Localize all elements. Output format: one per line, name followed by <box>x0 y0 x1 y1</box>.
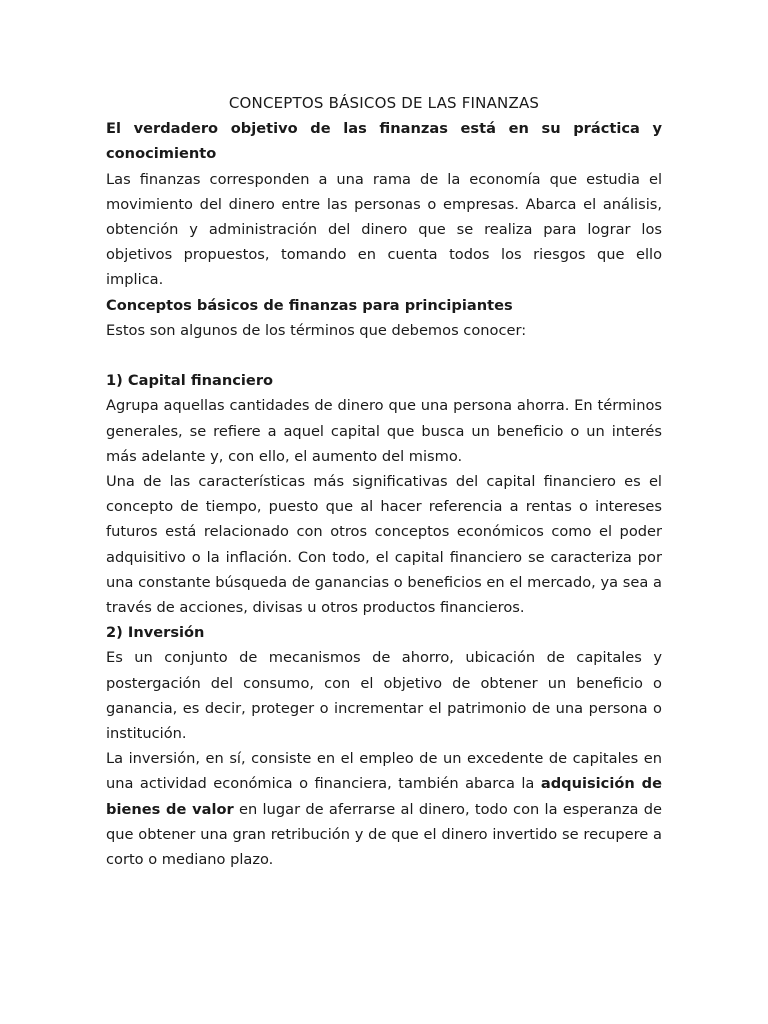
paragraph-inversion-2-before: La inversión, en sí, consiste en el empleo de un excedente de capitales en una actividad económica o financiera, también abarca la <box>106 750 662 793</box>
lead-in-text: Estos son algunos de los términos que debemos conocer: <box>106 321 527 339</box>
document-title: CONCEPTOS BÁSICOS DE LAS FINANZAS <box>228 94 540 112</box>
paragraph-inversion-2-after: en lugar de aferrarse al dinero, todo con la esperanza de que obtener una gran retribución y de que el dinero invertido se recupere a corto o mediano plazo. <box>106 800 662 869</box>
heading-inversion: 2) Inversión <box>106 624 205 642</box>
document-page <box>106 91 662 872</box>
paragraph-capital-2: Una de las características más significativas del capital financiero es el concepto de tiempo, puesto que al hacer referencia a rentas o intereses futuros está relacionado con otros conceptos económicos como el poder adquisitivo o la inflación. Con todo, el capital financiero se caracteriza por una constante búsqueda de ganancias o beneficios en el mercado, ya sea a través de acciones, divisas u otros productos financieros. <box>106 473 662 617</box>
document-subtitle: El verdadero objetivo de las finanzas está en su práctica y conocimiento <box>106 120 662 163</box>
section-subheading: Conceptos básicos de finanzas para principiantes <box>106 296 513 314</box>
paragraph-inversion-1: Es un conjunto de mecanismos de ahorro, ubicación de capitales y postergación del consumo, con el objetivo de obtener un beneficio o ganancia, es decir, proteger o incrementar el patrimonio de una persona o institución. <box>106 649 662 743</box>
bold-term-adquisicion: adquisición de bienes de valor <box>106 775 662 818</box>
blank-line <box>106 343 662 368</box>
intro-paragraph: Las finanzas corresponden a una rama de la economía que estudia el movimiento del dinero entre las personas o empresas. Abarca el análisis, obtención y administración del dinero que se realiza para lograr los objetivos propuestos, tomando en cuenta todos los riesgos que ello implica. <box>106 170 662 289</box>
paragraph-inversion-2 <box>106 746 662 872</box>
paragraph-capital-1: Agrupa aquellas cantidades de dinero que una persona ahorra. En términos generales, se refiere a aquel capital que busca un beneficio o un interés más adelante y, con ello, el aumento del mismo. <box>106 397 662 465</box>
heading-capital-financiero: 1) Capital financiero <box>106 372 274 390</box>
